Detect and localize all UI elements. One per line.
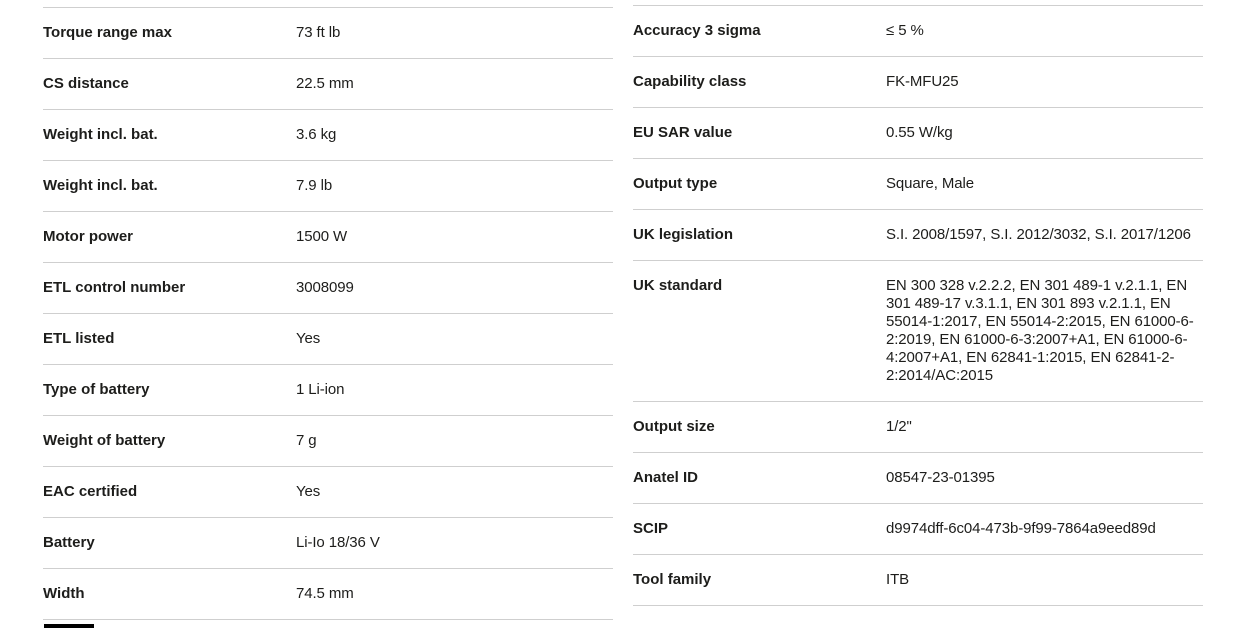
spec-label: Width xyxy=(43,585,85,602)
spec-row-scip xyxy=(633,504,1203,555)
spec-row-width xyxy=(43,569,613,620)
spec-value: 7.9 lb xyxy=(296,177,333,194)
spec-label: Anatel ID xyxy=(633,469,699,486)
spec-row-eac-certified xyxy=(43,467,613,518)
spec-row-battery xyxy=(43,518,613,569)
spec-value: d9974dff-6c04-473b-9f99-7864a9eed89d xyxy=(886,520,1156,537)
spec-row-weight-incl-bat-kg xyxy=(43,110,613,161)
spec-label: Weight incl. bat. xyxy=(43,126,158,143)
spec-value: ≤ 5 % xyxy=(886,22,924,39)
spec-row-weight-incl-bat-lb xyxy=(43,161,613,212)
spec-label: Capability class xyxy=(633,73,747,90)
spec-value: Li-Io 18/36 V xyxy=(296,534,380,551)
spec-row-etl-control-number xyxy=(43,263,613,314)
spec-label: Output size xyxy=(633,418,715,435)
spec-label: UK standard xyxy=(633,277,723,294)
spec-row-type-of-battery xyxy=(43,365,613,416)
spec-label: UK legislation xyxy=(633,226,734,243)
spec-value: S.I. 2008/1597, S.I. 2012/3032, S.I. 2017/1206 xyxy=(886,226,1191,243)
spec-value: ITB xyxy=(886,571,910,588)
spec-value: 1500 W xyxy=(296,228,348,245)
spec-label: ETL listed xyxy=(43,330,115,347)
spec-label: ETL control number xyxy=(43,279,186,296)
spec-value: 3008099 xyxy=(296,279,354,296)
spec-row-output-type xyxy=(633,159,1203,210)
spec-row-etl-listed xyxy=(43,314,613,365)
spec-value: Yes xyxy=(296,483,321,500)
spec-table-left xyxy=(43,7,613,620)
spec-label: Weight incl. bat. xyxy=(43,177,158,194)
spec-row-capability-class xyxy=(633,57,1203,108)
spec-value: 22.5 mm xyxy=(296,75,354,92)
spec-label: CS distance xyxy=(43,75,129,92)
spec-value: Square, Male xyxy=(886,175,975,192)
spec-value: EN 300 328 v.2.2.2, EN 301 489-1 v.2.1.1, EN 301 489-17 v.3.1.1, EN 301 893 v.2.1.1, EN 55014-1:2017, EN 55014-2:2015, EN 61000-6-2:2019, EN 61000-6-3:2007+A1, EN 61000-6-4:2007+A1, EN 62841-1:2015, EN 62841-2-2:2014/AC:2015 xyxy=(886,277,1194,384)
spec-row-output-size xyxy=(633,402,1203,453)
spec-row-weight-of-battery xyxy=(43,416,613,467)
spec-row-tool-family xyxy=(633,555,1203,606)
spec-value: 73 ft lb xyxy=(296,24,341,41)
spec-row-motor-power xyxy=(43,212,613,263)
spec-value: 7 g xyxy=(296,432,317,449)
spec-label: Accuracy 3 sigma xyxy=(633,22,761,39)
spec-label: EU SAR value xyxy=(633,124,733,141)
spec-row-uk-standard xyxy=(633,261,1203,402)
spec-label: Battery xyxy=(43,534,95,551)
spec-row-eu-sar-value xyxy=(633,108,1203,159)
cutoff-black-button[interactable] xyxy=(44,624,94,628)
spec-row-cs-distance xyxy=(43,59,613,110)
spec-label: Motor power xyxy=(43,228,133,245)
spec-label: Output type xyxy=(633,175,718,192)
spec-label: EAC certified xyxy=(43,483,138,500)
spec-label: Torque range max xyxy=(43,24,172,41)
spec-value: 3.6 kg xyxy=(296,126,337,143)
spec-label: SCIP xyxy=(633,520,669,537)
spec-label: Type of battery xyxy=(43,381,150,398)
spec-value: 1/2" xyxy=(886,418,912,435)
spec-value: FK-MFU25 xyxy=(886,73,959,90)
spec-label: Tool family xyxy=(633,571,712,588)
spec-row-anatel-id xyxy=(633,453,1203,504)
spec-row-uk-legislation xyxy=(633,210,1203,261)
spec-value: 1 Li-ion xyxy=(296,381,345,398)
spec-row-torque-range-max xyxy=(43,8,613,59)
spec-value: 08547-23-01395 xyxy=(886,469,995,486)
spec-value: 74.5 mm xyxy=(296,585,354,602)
spec-value: 0.55 W/kg xyxy=(886,124,953,141)
spec-label: Weight of battery xyxy=(43,432,166,449)
spec-table-right xyxy=(633,5,1203,606)
spec-value: Yes xyxy=(296,330,321,347)
spec-row-accuracy-3-sigma xyxy=(633,6,1203,57)
